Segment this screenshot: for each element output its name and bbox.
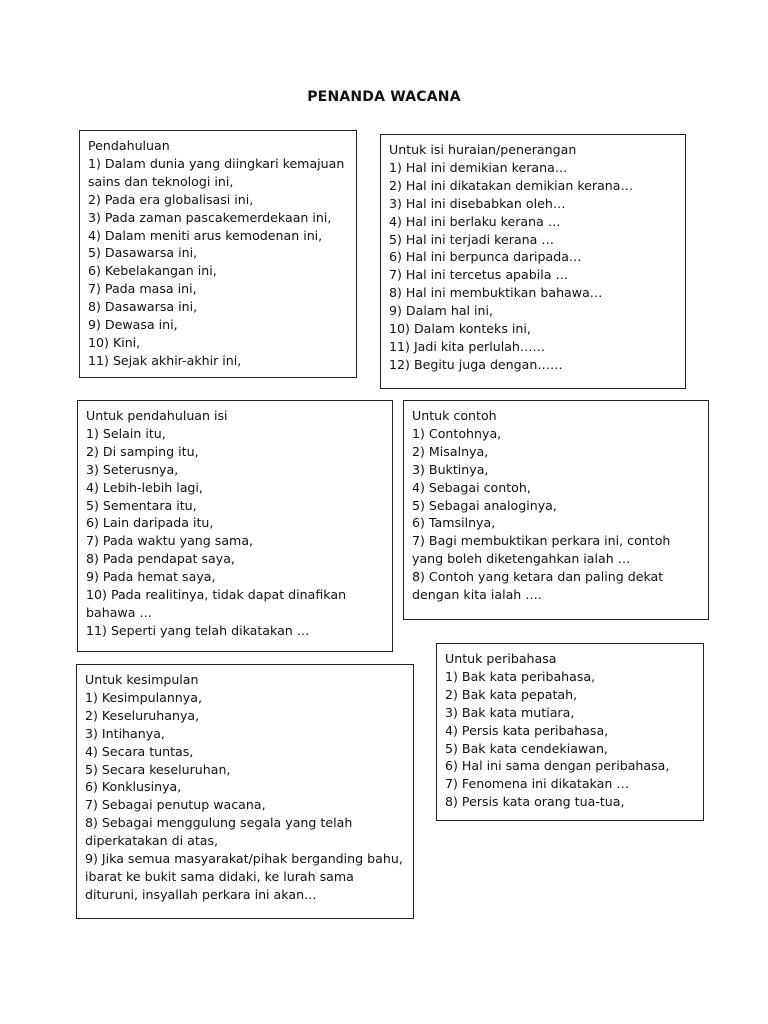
list-item: 8) Contoh yang ketara dan paling dekat dengan kita ialah …. xyxy=(412,569,664,603)
box-heading: Untuk kesimpulan xyxy=(85,672,199,687)
list-item: 8) Dasawarsa ini, xyxy=(88,299,198,315)
pendahuluan-box xyxy=(79,130,357,378)
list-item: 7) Fenomena ini dikatakan … xyxy=(445,776,629,792)
list-item: 4) Sebagai contoh, xyxy=(412,479,531,495)
list-item: 11) Jadi kita perlulah…… xyxy=(389,338,546,354)
list-item: 4) Lebih-lebih lagi, xyxy=(86,479,203,495)
list-item: 5) Sebagai analoginya, xyxy=(412,497,557,513)
kesimpulan-box xyxy=(76,664,414,919)
list-item: 3) Hal ini disebabkan oleh… xyxy=(389,195,566,211)
list-item: 1) Dalam dunia yang diingkari kemajuan sains dan teknologi ini, xyxy=(88,155,345,189)
list-item: 4) Secara tuntas, xyxy=(85,743,194,759)
list-item: 7) Bagi membuktikan perkara ini, contoh yang boleh diketengahkan ialah … xyxy=(412,533,671,567)
list-item: 11) Seperti yang telah dikatakan … xyxy=(86,622,310,638)
list-item: 5) Sementara itu, xyxy=(86,497,197,513)
list-item: 1) Kesimpulannya, xyxy=(85,689,202,705)
list-item: 2) Hal ini dikatakan demikian kerana… xyxy=(389,177,634,193)
list-item: 5) Secara keseluruhan, xyxy=(85,761,231,777)
list-item: 12) Begitu juga dengan…… xyxy=(389,356,563,372)
peribahasa-box xyxy=(436,643,704,821)
list-item: 6) Tamsilnya, xyxy=(412,515,496,531)
list-item: 2) Misalnya, xyxy=(412,443,489,459)
list-item: 4) Dalam meniti arus kemodenan ini, xyxy=(88,227,323,243)
list-item: 1) Bak kata peribahasa, xyxy=(445,668,596,684)
list-item: 10) Pada realitinya, tidak dapat dinafikan bahawa … xyxy=(86,587,347,620)
list-item: 9) Jika semua masyarakat/pihak berganding bahu, ibarat ke bukit sama didaki, ke lurah sama dituruni, insyallah perkara ini akan… xyxy=(85,851,403,902)
list-item: 2) Di samping itu, xyxy=(86,443,199,459)
box-heading: Untuk pendahuluan isi xyxy=(86,408,228,423)
list-item: 10) Kini, xyxy=(88,334,141,350)
list-item: 5) Hal ini terjadi kerana … xyxy=(389,231,554,247)
list-item: 3) Pada zaman pascakemerdekaan ini, xyxy=(88,209,332,225)
page-title: PENANDA WACANA xyxy=(307,89,461,105)
list-item: 3) Intihanya, xyxy=(85,725,165,741)
list-item: 6) Hal ini berpunca daripada… xyxy=(389,249,582,265)
list-item: 6) Hal ini sama dengan peribahasa, xyxy=(445,758,670,774)
list-item: 6) Lain daripada itu, xyxy=(86,515,214,531)
list-item: 2) Bak kata pepatah, xyxy=(445,686,578,702)
list-item: 9) Pada hemat saya, xyxy=(86,569,216,585)
list-item: 4) Persis kata peribahasa, xyxy=(445,722,609,738)
list-item: 8) Pada pendapat saya, xyxy=(86,551,235,567)
list-item: 2) Pada era globalisasi ini, xyxy=(88,191,254,207)
list-item: 7) Sebagai penutup wacana, xyxy=(85,797,266,813)
list-item: 1) Hal ini demikian kerana… xyxy=(389,159,568,175)
list-item: 5) Dasawarsa ini, xyxy=(88,245,198,261)
box-heading: Untuk peribahasa xyxy=(445,651,557,666)
box-heading: Pendahuluan xyxy=(88,138,170,153)
list-item: 10) Dalam konteks ini, xyxy=(389,321,531,337)
pendahuluan-isi-box xyxy=(77,400,393,652)
box-heading: Untuk isi huraian/penerangan xyxy=(389,142,577,157)
list-item: 4) Hal ini berlaku kerana … xyxy=(389,213,561,229)
contoh-box xyxy=(403,400,709,620)
list-item: 1) Selain itu, xyxy=(86,425,166,441)
list-item: 8) Hal ini membuktikan bahawa… xyxy=(389,285,603,301)
list-item: 7) Pada masa ini, xyxy=(88,281,197,297)
list-item: 8) Sebagai menggulung segala yang telah diperkatakan di atas, xyxy=(85,815,353,849)
list-item: 6) Konklusinya, xyxy=(85,779,182,795)
list-item: 3) Buktinya, xyxy=(412,461,489,477)
list-item: 2) Keseluruhanya, xyxy=(85,707,200,723)
list-item: 9) Dewasa ini, xyxy=(88,317,178,333)
list-item: 3) Bak kata mutiara, xyxy=(445,704,575,720)
list-item: 8) Persis kata orang tua-tua, xyxy=(445,794,625,810)
list-item: 6) Kebelakangan ini, xyxy=(88,263,217,279)
list-item: 7) Hal ini tercetus apabila … xyxy=(389,267,569,283)
huraian-box xyxy=(380,134,686,389)
list-item: 5) Bak kata cendekiawan, xyxy=(445,740,608,756)
list-item: 1) Contohnya, xyxy=(412,425,502,441)
list-item: 11) Sejak akhir-akhir ini, xyxy=(88,352,242,368)
list-item: 3) Seterusnya, xyxy=(86,461,179,477)
list-item: 7) Pada waktu yang sama, xyxy=(86,533,254,549)
list-item: 9) Dalam hal ini, xyxy=(389,303,494,319)
box-heading: Untuk contoh xyxy=(412,408,497,423)
